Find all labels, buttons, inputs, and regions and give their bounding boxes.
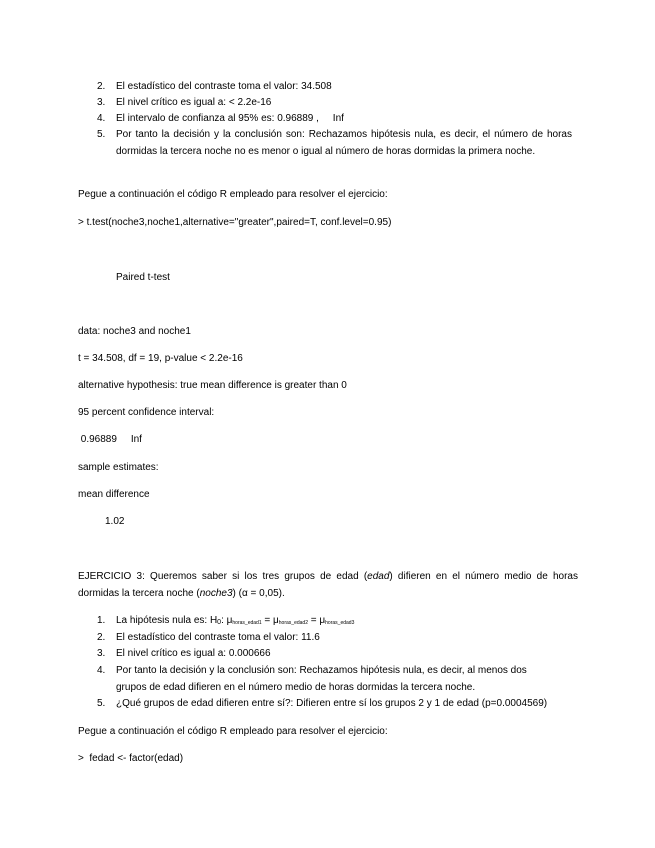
list-item-number: 2. <box>97 81 106 92</box>
r-ci-values: 0.96889 Inf <box>78 434 142 445</box>
list-item-number: 3. <box>97 648 106 659</box>
r-alt-line: alternative hypothesis: true mean difference is greater than 0 <box>78 380 347 391</box>
list-item-text: Por tanto la decisión y la conclusión son: Rechazamos hipótesis nula, es decir, el número de horas dormidas la tercera noche no es menor o igual al número de horas dormidas la primera noche. <box>116 129 572 157</box>
list-item-number: 1. <box>97 615 106 626</box>
list-item-number: 4. <box>97 665 106 676</box>
list-item-number: 2. <box>97 632 106 643</box>
r-command: > fedad <- factor(edad) <box>78 753 184 764</box>
r-data-line: data: noche3 and noche1 <box>78 326 191 337</box>
null-hypothesis: La hipótesis nula es: $H_0$: $\mu_{horas\_edad1} = \mu_{horas\_edad2} = \mu_{horas\_edad3}$ <box>116 615 355 626</box>
r-estimates-label: sample estimates: <box>78 462 159 473</box>
list-item-number: 3. <box>97 97 106 108</box>
list-item-text: El intervalo de confianza al 95% es: 0.96889 , Inf <box>116 113 344 124</box>
list-item-text: El nivel crítico es igual a: < 2.2e-16 <box>116 97 272 108</box>
list-item-text: Por tanto la decisión y la conclusión son: Rechazamos hipótesis nula, es decir, al menos dos grupos de edad difieren en el número medio de horas dormidas la tercera noche. <box>116 665 527 693</box>
r-estimate-value: 1.02 <box>105 516 125 527</box>
r-ci-label: 95 percent confidence interval: <box>78 407 215 418</box>
r-estimate-name: mean difference <box>78 489 150 500</box>
list-item-number: 4. <box>97 113 106 124</box>
list-item-text: El estadístico del contraste toma el valor: 11.6 <box>116 632 320 643</box>
list-item-number: 5. <box>97 698 106 709</box>
list-item-text: El nivel crítico es igual a: 0.000666 <box>116 648 271 659</box>
exercise-3-intro: EJERCICIO 3: Queremos saber si los tres grupos de edad (edad) difieren en el número medio de horas dormidas la tercera noche (noche3) (α = 0,05). <box>78 571 578 599</box>
r-stat-line: t = 34.508, df = 19, p-value < 2.2e-16 <box>78 353 243 364</box>
code-prompt: Pegue a continuación el código R empleado para resolver el ejercicio: <box>78 189 388 200</box>
r-test-title: Paired t-test <box>116 272 170 283</box>
r-command: > t.test(noche3,noche1,alternative="greater",paired=T, conf.level=0.95) <box>78 217 392 228</box>
code-prompt: Pegue a continuación el código R empleado para resolver el ejercicio: <box>78 726 388 737</box>
list-item-text: El estadístico del contraste toma el valor: 34.508 <box>116 81 332 92</box>
list-item-text: ¿Qué grupos de edad difieren entre sí?: Difieren entre sí los grupos 2 y 1 de edad (p=0.0004569) <box>116 698 548 709</box>
list-item-number: 5. <box>97 129 106 140</box>
